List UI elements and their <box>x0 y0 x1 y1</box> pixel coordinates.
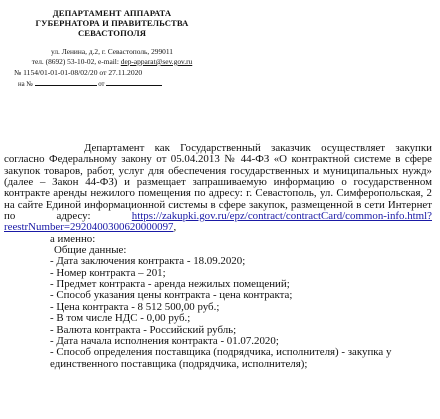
incoming-number-label: на № <box>18 81 33 88</box>
incoming-number-blank <box>35 78 97 86</box>
outgoing-reg-number: № 1154/01-01-01-08/02/20 от 27.11.2020 <box>14 68 143 77</box>
incoming-reg-line <box>18 78 162 89</box>
list-item: - Дата начала исполнения контракта - 01.07.2020; <box>50 334 279 347</box>
list-item: - Цена контракта - 8 512 500,00 руб.; <box>50 300 220 313</box>
incoming-date-blank <box>106 78 162 86</box>
list-item: - Валюта контракта - Российский рубль; <box>50 323 237 336</box>
org-name-line-1: ДЕПАРТАМЕНТ АППАРАТА <box>52 8 172 18</box>
org-email-link[interactable]: dep-apparat@sev.gov.ru <box>120 56 193 66</box>
general-data-heading: Общие данные: <box>54 244 127 257</box>
org-phone: тел. (8692) 53-10-02, e-mail: <box>31 56 121 66</box>
list-item: - Номер контракта – 201; <box>50 266 166 279</box>
contract-details-list <box>4 234 432 370</box>
list-item: - Способ указания цены контракта - цена контракта; <box>50 289 293 302</box>
list-item: - Предмет контракта - аренда нежилых помещений; <box>50 278 290 291</box>
letterhead <box>0 8 224 67</box>
list-item: - Дата заключения контракта - 18.09.2020; <box>50 255 246 268</box>
main-paragraph <box>4 143 432 234</box>
org-contacts <box>0 57 224 67</box>
org-address: ул. Ленина, д.2, г. Севастополь, 299011 <box>50 47 173 56</box>
namely-label: а именно: <box>50 232 96 245</box>
list-item: - В том числе НДС - 0,00 руб.; <box>50 312 191 325</box>
org-name-line-3: СЕВАСТОПОЛЯ <box>77 28 147 38</box>
org-name-line-2: ГУБЕРНАТОРА И ПРАВИТЕЛЬСТВА <box>35 18 189 28</box>
link-trailing-comma: , <box>173 221 177 234</box>
paragraph-text: Департамент как Государственный заказчик осуществляет закупки согласно Федеральному закону от 05.04.2013 № 44-ФЗ «О контрактной системе в сфере закупок товаров, работ, услуг для обеспечения государственных и муниципальных нужд» (далее – Закон 44-ФЗ) и размещает запрашиваемую информацию о государственном контракте аренды нежилого помещения по адресу: г. Севастополь, ул. Симферопольская, 2 на сайте Единой информационной системы в сфере закупок, размещенной в сети Интернет по адресу: <box>4 142 432 223</box>
contract-link[interactable]: https://zakupki.gov.ru/epz/contract/contractCard/common-info.html?reestrNumber=2920400300620000097 <box>4 210 432 234</box>
incoming-date-label: от <box>98 81 105 88</box>
list-item: - Способ определения поставщика (подрядчика, исполнителя) - закупка у единственного поставщика (подрядчика, исполнителя); <box>50 346 392 370</box>
letter-body <box>4 143 432 370</box>
